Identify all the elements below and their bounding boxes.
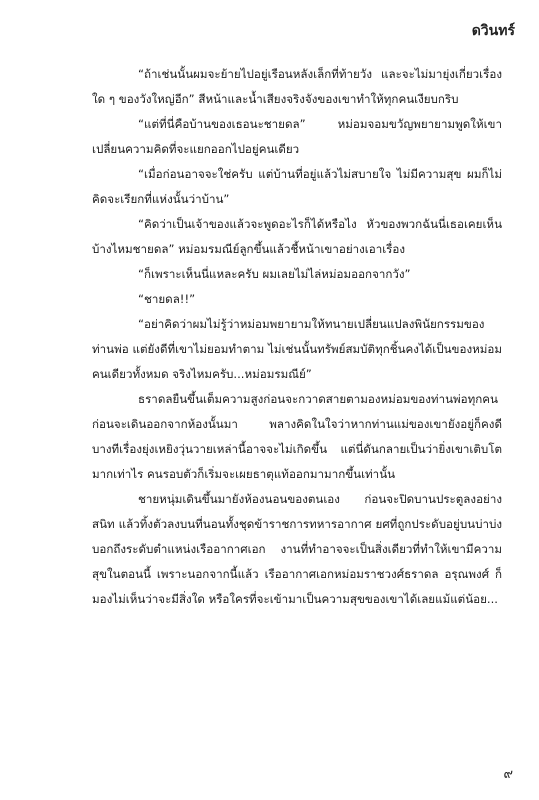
paragraph: “อย่าคิดว่าผมไม่รู้ว่าหม่อมพยายามให้ทนายเปลี่ยนแปลงพินัยกรรมของท่านพ่อ แต่ยังดีที่เขาไม่ยอมทำตาม ไม่เช่นนั้นทรัพย์สมบัติทุกชิ้นคงได้เป็นของหม่อมคนเดียวทั้งหมด จริงไหมครับ...หม่อมรมณีย์”	[92, 317, 502, 381]
paragraph: “เมื่อก่อนอาจจะใช่ครับ แต่บ้านที่อยู่แล้วไม่สบายใจ ไม่มีความสุข ผมก็ไม่คิดจะเรียกที่แห่งนั้นว่าบ้าน”	[92, 167, 502, 206]
paragraph: “คิดว่าเป็นเจ้าของแล้วจะพูดอะไรก็ได้หรือไง หัวของพวกฉันนี่เธอเคยเห็นบ้างไหมชายดล” หม่อมรมณีย์ลูกขึ้นแล้วชี้หน้าเขาอย่างเอาเรื่อง	[92, 217, 502, 256]
header-title: ดวินทร์	[471, 23, 515, 39]
paragraph: “ชายดล!!”	[138, 292, 196, 306]
paragraph: ธราดลยืนขึ้นเต็มความสูงก่อนจะกวาดสายตามองหม่อมของท่านพ่อทุกคน ก่อนจะเดินออกจากห้องนั้นมา พลางคิดในใจว่าหากท่านแม่ของเขายังอยู่ก็คงดี บางทีเรื่องยุ่งเหยิงวุ่นวายเหล่านี้อาจจะไม่เกิดขึ้น แต่นี่ดันกลายเป็นว่ายิ่งเขาเติบโตมากเท่าไร คนรอบตัวก็เริ่มจะเผยธาตุแท้ออกมามากขึ้นเท่านั้น	[92, 392, 502, 481]
paragraph: ชายหนุ่มเดินขึ้นมายังห้องนอนของตนเอง ก่อนจะปิดบานประตูลงอย่างสนิท แล้วทิ้งตัวลงบนที่นอนทั้งชุดข้าราชการทหารอากาศ ยศที่ถูกประดับอยู่บนบ่าบ่งบอกถึงระดับตำแหน่งเรืออากาศเอก งานที่ทำอาจจะเป็นสิ่งเดียวที่ทำให้เขามีความสุขในตอนนี้ เพราะนอกจากนี้แล้ว เรืออากาศเอกหม่อมราชวงศ์ธราดล อรุณพงศ์ ก็มองไม่เห็นว่าจะมีสิ่งใด หรือใครที่จะเข้ามาเป็นความสุขของเขาได้เลยแม้แต่น้อย...	[92, 492, 502, 606]
body-text	[92, 62, 502, 612]
paragraph: “ถ้าเช่นนั้นผมจะย้ายไปอยู่เรือนหลังเล็กที่ท้ายวัง และจะไม่มายุ่งเกี่ยวเรื่องใด ๆ ของวังใหญ่อีก” สีหน้าและน้ำเสียงจริงจังของเขาทำให้ทุกคนเงียบกริบ	[92, 67, 502, 106]
page-number: ๙	[503, 767, 513, 782]
paragraph: “แต่ที่นี่คือบ้านของเธอนะชายดล” หม่อมจอมขวัญพยายามพูดให้เขาเปลี่ยนความคิดที่จะแยกออกไปอยู่คนเดียว	[92, 117, 502, 156]
paragraph: “ก็เพราะเห็นนี่แหละครับ ผมเลยไม่ไล่หม่อมออกจากวัง”	[138, 267, 411, 281]
